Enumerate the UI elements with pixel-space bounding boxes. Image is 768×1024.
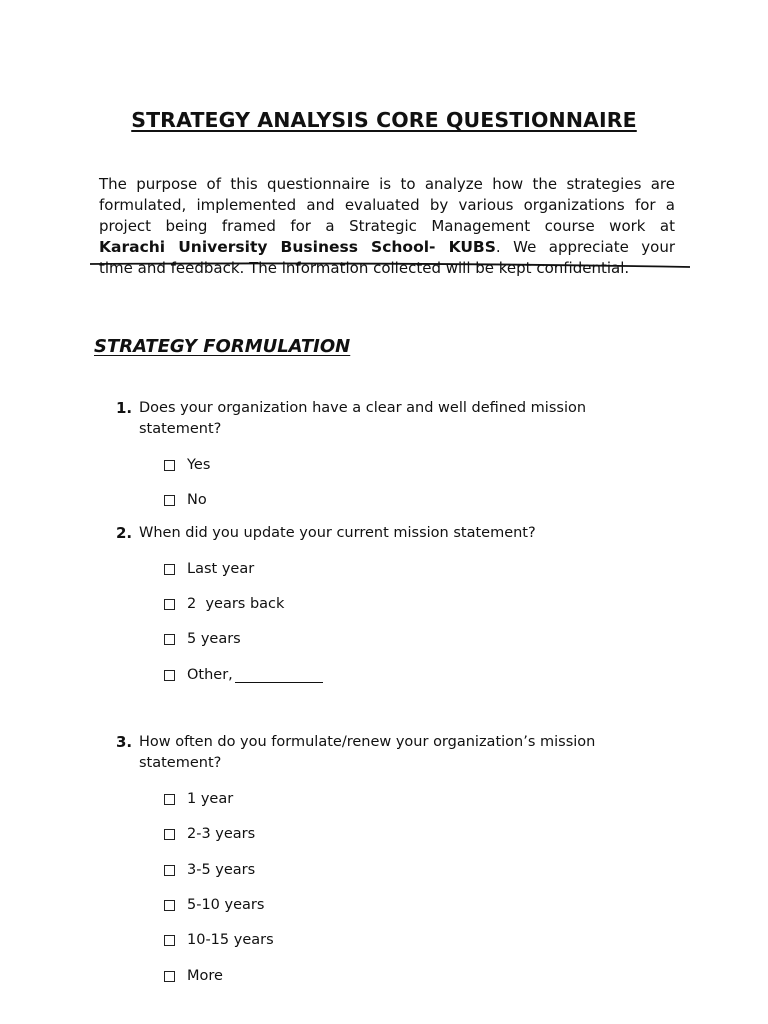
document-title: STRATEGY ANALYSIS CORE QUESTIONNAIRE (131, 108, 637, 132)
option-label: Yes (187, 457, 211, 473)
option-label: More (187, 968, 223, 984)
question-number: 1. (116, 399, 133, 417)
other-blank-field[interactable] (235, 668, 323, 683)
checkbox-icon[interactable] (164, 460, 175, 471)
intro-line-2: formulated, implemented and evaluated by various organizations for a (99, 196, 675, 214)
checkbox-icon[interactable] (164, 935, 175, 946)
question-number: 2. (116, 524, 133, 542)
intro-line-5: time and feedback. The information collected will be kept confidential. (99, 259, 630, 277)
checkbox-icon[interactable] (164, 495, 175, 506)
checkbox-icon[interactable] (164, 900, 175, 911)
school-name: Karachi University Business School- KUBS (99, 238, 496, 256)
option-yes[interactable] (164, 455, 210, 475)
checkbox-icon[interactable] (164, 670, 175, 681)
checkbox-icon[interactable] (164, 564, 175, 575)
checkbox-icon[interactable] (164, 865, 175, 876)
option-label: No (187, 492, 207, 508)
option-label: 2 years back (187, 596, 285, 612)
intro-line-3: project being framed for a Strategic Management course work at (99, 217, 675, 235)
option-label: 3-5 years (187, 862, 256, 878)
option-2-3-years[interactable] (164, 824, 255, 844)
option-label: 2-3 years (187, 826, 256, 842)
option-label: Other, (187, 667, 233, 683)
option-no[interactable] (164, 490, 207, 510)
option-other[interactable] (164, 665, 323, 685)
question-number: 3. (116, 733, 133, 751)
option-last-year[interactable] (164, 559, 254, 579)
option-10-15-years[interactable] (164, 930, 274, 950)
checkbox-icon[interactable] (164, 829, 175, 840)
question-text: How often do you formulate/renew your organization’s mission statement? (139, 734, 596, 771)
checkbox-icon[interactable] (164, 634, 175, 645)
option-more[interactable] (164, 966, 223, 986)
option-3-5-years[interactable] (164, 860, 255, 880)
checkbox-icon[interactable] (164, 599, 175, 610)
question-2 (116, 523, 636, 544)
question-3 (116, 732, 636, 774)
option-5-10-years[interactable] (164, 895, 264, 915)
option-5-years[interactable] (164, 629, 241, 649)
checkbox-icon[interactable] (164, 971, 175, 982)
option-label: Last year (187, 561, 255, 577)
intro-line-4 (99, 237, 675, 257)
option-2-years-back[interactable] (164, 594, 284, 614)
option-label: 5-10 years (187, 897, 265, 913)
intro-line-1: The purpose of this questionnaire is to analyze how the strategies are (99, 175, 675, 193)
option-label: 1 year (187, 791, 234, 807)
checkbox-icon[interactable] (164, 794, 175, 805)
option-label: 5 years (187, 631, 241, 647)
question-text: When did you update your current mission statement? (139, 525, 536, 541)
question-text: Does your organization have a clear and well defined mission statement? (139, 400, 587, 437)
option-label: 10-15 years (187, 932, 274, 948)
option-1-year[interactable] (164, 789, 233, 809)
intro-line-4-rest: . We appreciate your (495, 238, 676, 256)
question-1 (116, 398, 636, 440)
section-heading: STRATEGY FORMULATION (94, 336, 351, 357)
